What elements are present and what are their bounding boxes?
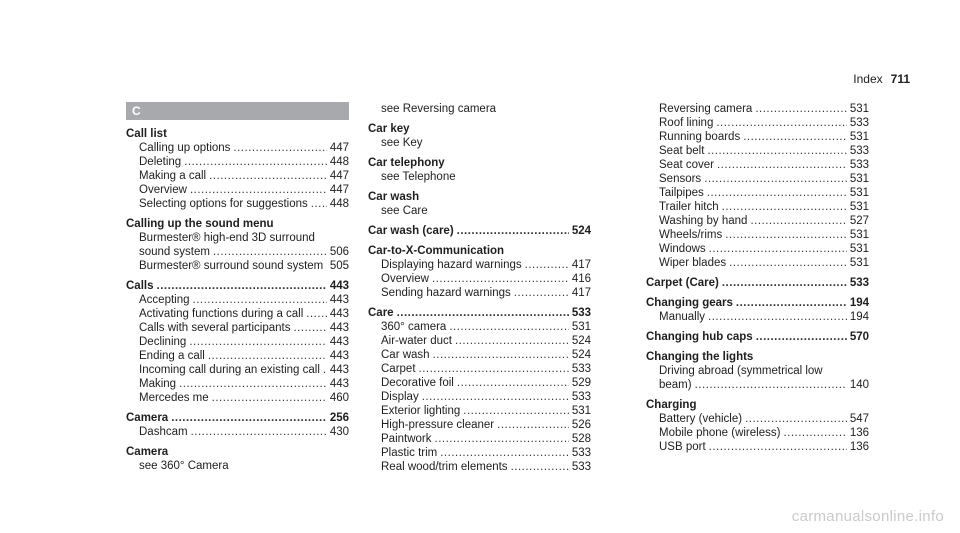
index-subentry: [646, 256, 869, 270]
page-ref: 527: [849, 215, 869, 227]
entry-text: Display: [381, 391, 419, 403]
index-subentry: [126, 183, 349, 197]
index-heading: [126, 411, 349, 425]
dot-leader: [722, 276, 847, 290]
index-subentry: [126, 335, 349, 349]
page-ref: 447: [329, 184, 349, 196]
entry-text: 360° camera: [381, 321, 447, 333]
dot-leader: [736, 296, 847, 310]
index-subentry: [368, 376, 591, 390]
page-ref: 140: [849, 379, 869, 391]
page-ref: 443: [329, 308, 349, 320]
index-subentry: [368, 170, 591, 184]
index-subentry: [126, 459, 349, 473]
index-heading: [368, 224, 591, 238]
entry-text: Selecting options for suggestions: [139, 198, 308, 210]
dot-leader: [704, 172, 847, 186]
entry-text: Trailer hitch: [659, 201, 719, 213]
entry-text: Incoming call during an existing call: [139, 364, 320, 376]
dot-leader: [293, 321, 326, 335]
entry-text: Paintwork: [381, 433, 432, 445]
index-subentry: [368, 272, 591, 286]
dot-leader: [209, 169, 327, 183]
entry-text: Burmester® surround sound system: [139, 260, 324, 272]
dot-leader: [525, 258, 569, 272]
page-ref: 443: [329, 322, 349, 334]
index-subentry: [368, 460, 591, 474]
entry-text: see Key: [381, 137, 423, 149]
entry-text: Accepting: [139, 294, 190, 306]
dot-leader: [455, 334, 569, 348]
page-ref: 443: [329, 364, 349, 376]
page-ref: 533: [849, 159, 869, 171]
page-ref: 417: [571, 259, 591, 271]
page-ref: 533: [571, 307, 591, 319]
index-subentry: [368, 404, 591, 418]
page-ref: 447: [329, 142, 349, 154]
index-subentry: [368, 204, 591, 218]
index-subentry: [126, 391, 349, 405]
page-ref: 533: [571, 447, 591, 459]
entry-text: USB port: [659, 441, 706, 453]
index-label: Index: [853, 72, 883, 86]
dot-leader: [755, 102, 846, 116]
page-ref: 447: [329, 170, 349, 182]
dot-leader: [432, 272, 569, 286]
index-heading: [368, 156, 591, 170]
entry-text: Car-to-X-Communication: [368, 245, 505, 257]
dot-leader: [306, 307, 327, 321]
index-heading: [126, 127, 349, 141]
entry-text: Car telephony: [368, 157, 445, 169]
entry-text: Car wash: [381, 349, 430, 361]
entry-text: Changing the lights: [646, 351, 754, 363]
page-header: [853, 72, 910, 86]
dot-leader: [717, 158, 847, 172]
page-ref: 443: [329, 280, 349, 292]
index-subentry: [368, 348, 591, 362]
entry-text: see Telephone: [381, 171, 456, 183]
index-subentry: [368, 320, 591, 334]
index-subentry: [126, 293, 349, 307]
entry-text: sound system: [139, 246, 210, 258]
dot-leader: [208, 349, 327, 363]
page-ref: 533: [571, 391, 591, 403]
watermark: carmanualsonline.info: [791, 508, 944, 525]
index-subentry: [126, 363, 349, 377]
entry-text: Mobile phone (wireless): [659, 427, 781, 439]
page-ref: 460: [329, 392, 349, 404]
index-subentry: [126, 377, 349, 391]
page-ref: 531: [571, 405, 591, 417]
entry-text: Air-water duct: [381, 335, 452, 347]
index-subentry: [646, 144, 869, 158]
index-subentry: [126, 307, 349, 321]
dot-leader: [457, 376, 569, 390]
dot-leader: [311, 197, 327, 211]
entry-text: Wiper blades: [659, 257, 727, 269]
page-ref: 531: [849, 201, 869, 213]
dot-leader: [709, 440, 847, 454]
index-heading: [368, 244, 591, 258]
page-number: 711: [890, 72, 910, 86]
page-ref: 194: [849, 297, 869, 309]
index-subentry: [368, 334, 591, 348]
entry-text: Declining: [139, 336, 187, 348]
entry-text: see Reversing camera: [381, 103, 497, 115]
index-subentry: [646, 426, 869, 440]
index-column-2: [368, 102, 591, 474]
index-subentry: [126, 259, 349, 273]
entry-text: Mercedes me: [139, 392, 209, 404]
page-ref: 570: [849, 331, 869, 343]
dot-leader: [440, 446, 569, 460]
entry-text: Dashcam: [139, 426, 188, 438]
index-subentry: [646, 130, 869, 144]
index-subentry: [126, 425, 349, 439]
entry-text: Exterior lighting: [381, 405, 461, 417]
page-ref: 506: [329, 246, 349, 258]
entry-text: Plastic trim: [381, 447, 438, 459]
dot-leader: [422, 390, 569, 404]
dot-leader: [722, 200, 847, 214]
index-subentry: [646, 440, 869, 454]
index-subentry: [126, 321, 349, 335]
dot-leader: [179, 377, 327, 391]
page-ref: 531: [849, 131, 869, 143]
index-subentry: [646, 228, 869, 242]
page-ref: 531: [571, 321, 591, 333]
entry-text: Ending a call: [139, 350, 205, 362]
entry-text: Running boards: [659, 131, 741, 143]
entry-text: Carpet: [381, 363, 416, 375]
dot-leader: [708, 310, 847, 324]
index-column-3: [646, 102, 869, 454]
dot-leader: [171, 411, 327, 425]
index-subentry: [126, 155, 349, 169]
entry-text: Seat cover: [659, 159, 714, 171]
dot-leader: [497, 418, 569, 432]
page-ref: 416: [571, 273, 591, 285]
index-heading: [646, 330, 869, 344]
page-ref: 194: [849, 311, 869, 323]
dot-leader: [419, 362, 569, 376]
page-ref: 524: [571, 335, 591, 347]
index-subentry: [126, 231, 349, 245]
entry-text: Carpet (Care): [646, 277, 719, 289]
dot-leader: [213, 245, 327, 259]
dot-leader: [750, 214, 846, 228]
index-heading: [646, 350, 869, 364]
entry-text: beam): [659, 379, 692, 391]
dot-leader: [463, 404, 569, 418]
index-subentry: [368, 258, 591, 272]
entry-text: Overview: [139, 184, 187, 196]
entry-text: Manually: [659, 311, 706, 323]
dot-leader: [783, 426, 846, 440]
page-ref: 256: [329, 412, 349, 424]
page-ref: 533: [849, 117, 869, 129]
page-ref: 443: [329, 294, 349, 306]
dot-leader: [157, 279, 327, 293]
index-subentry: [126, 197, 349, 211]
dot-leader: [184, 155, 327, 169]
entry-text: Calls: [126, 280, 154, 292]
page-ref: 531: [849, 257, 869, 269]
entry-text: Call list: [126, 128, 167, 140]
index-heading: [368, 190, 591, 204]
page-ref: 524: [571, 349, 591, 361]
dot-leader: [449, 320, 568, 334]
page-ref: 136: [849, 427, 869, 439]
dot-leader: [191, 425, 327, 439]
dot-leader: [323, 363, 327, 377]
page-ref: 531: [849, 229, 869, 241]
entry-text: Changing gears: [646, 297, 733, 309]
index-subentry: [646, 102, 869, 116]
entry-text: Sensors: [659, 173, 702, 185]
index-subentry: [646, 412, 869, 426]
index-heading: [368, 122, 591, 136]
page-ref: 526: [571, 419, 591, 431]
index-heading: [646, 276, 869, 290]
entry-text: Care: [368, 307, 394, 319]
page-ref: 547: [849, 413, 869, 425]
dot-leader: [326, 259, 327, 273]
dot-leader: [193, 293, 327, 307]
entry-text: Calling up options: [139, 142, 231, 154]
dot-leader: [707, 186, 847, 200]
dot-leader: [707, 144, 846, 158]
entry-text: Car key: [368, 123, 410, 135]
entry-text: see Care: [381, 205, 428, 217]
index-subentry: [126, 141, 349, 155]
page-ref: 417: [571, 287, 591, 299]
index-subentry: [126, 245, 349, 259]
dot-leader: [233, 141, 326, 155]
dot-leader: [190, 183, 327, 197]
page-ref: 430: [329, 426, 349, 438]
index-subentry: [368, 446, 591, 460]
entry-text: Washing by hand: [659, 215, 748, 227]
entry-text: Deleting: [139, 156, 182, 168]
page-ref: 443: [329, 336, 349, 348]
entry-text: Camera: [126, 446, 169, 458]
page-ref: 448: [329, 198, 349, 210]
dot-leader: [695, 378, 847, 392]
index-subentry: [646, 186, 869, 200]
page-ref: 533: [849, 277, 869, 289]
entry-text: Calls with several participants: [139, 322, 291, 334]
index-subentry: [126, 169, 349, 183]
page-ref: 533: [571, 461, 591, 473]
dot-leader: [729, 256, 847, 270]
entry-text: Displaying hazard warnings: [381, 259, 522, 271]
index-heading: [646, 296, 869, 310]
index-subentry: [646, 172, 869, 186]
entry-text: Making a call: [139, 170, 207, 182]
dot-leader: [725, 228, 847, 242]
dot-leader: [212, 391, 327, 405]
entry-text: Battery (vehicle): [659, 413, 743, 425]
section-letter-header: C: [126, 102, 349, 120]
index-subentry: [368, 432, 591, 446]
index-column-1: [126, 102, 349, 473]
entry-text: Decorative foil: [381, 377, 454, 389]
page-ref: 443: [329, 350, 349, 362]
page-ref: 529: [571, 377, 591, 389]
index-heading: [368, 306, 591, 320]
entry-text: High-pressure cleaner: [381, 419, 495, 431]
page-ref: 533: [571, 363, 591, 375]
dot-leader: [745, 412, 847, 426]
entry-text: Car wash (care): [368, 225, 454, 237]
page-ref: 531: [849, 243, 869, 255]
dot-leader: [756, 330, 847, 344]
index-subentry: [126, 349, 349, 363]
entry-text: Driving abroad (symmetrical low: [659, 365, 823, 377]
dot-leader: [457, 224, 569, 238]
dot-leader: [709, 242, 847, 256]
entry-text: Seat belt: [659, 145, 705, 157]
entry-text: Overview: [381, 273, 429, 285]
entry-text: Camera: [126, 412, 169, 424]
entry-text: Tailpipes: [659, 187, 704, 199]
index-heading: [126, 445, 349, 459]
dot-leader: [511, 460, 569, 474]
index-subentry: [646, 158, 869, 172]
index-subentry: [368, 390, 591, 404]
index-subentry: [646, 378, 869, 392]
index-subentry: [646, 242, 869, 256]
dot-leader: [716, 116, 846, 130]
index-heading: [126, 279, 349, 293]
page-ref: 136: [849, 441, 869, 453]
page-ref: 524: [571, 225, 591, 237]
page-ref: 531: [849, 103, 869, 115]
entry-text: Sending hazard warnings: [381, 287, 511, 299]
index-subentry: [646, 310, 869, 324]
index-subentry: [368, 418, 591, 432]
index-subentry: [368, 362, 591, 376]
index-subentry: [646, 116, 869, 130]
entry-text: Making: [139, 378, 177, 390]
page-ref: 531: [849, 187, 869, 199]
index-subentry: [368, 136, 591, 150]
dot-leader: [514, 286, 569, 300]
entry-text: Charging: [646, 399, 697, 411]
dot-leader: [743, 130, 847, 144]
entry-text: Windows: [659, 243, 706, 255]
index-subentry: [646, 364, 869, 378]
page-ref: 443: [329, 378, 349, 390]
entry-text: Changing hub caps: [646, 331, 753, 343]
dot-leader: [435, 432, 569, 446]
dot-leader: [189, 335, 327, 349]
dot-leader: [397, 306, 569, 320]
page-ref: 505: [329, 260, 349, 272]
entry-text: Burmester® high-end 3D surround: [139, 232, 315, 244]
dot-leader: [433, 348, 569, 362]
entry-text: Reversing camera: [659, 103, 753, 115]
page-ref: 448: [329, 156, 349, 168]
entry-text: see 360° Camera: [139, 460, 229, 472]
index-heading: [646, 398, 869, 412]
entry-text: Real wood/trim elements: [381, 461, 508, 473]
index-subentry: [646, 214, 869, 228]
entry-text: Roof lining: [659, 117, 714, 129]
page-ref: 528: [571, 433, 591, 445]
entry-text: Activating functions during a call: [139, 308, 304, 320]
page-ref: 533: [849, 145, 869, 157]
index-subentry: [646, 200, 869, 214]
index-heading: [126, 217, 349, 231]
entry-text: Car wash: [368, 191, 420, 203]
page-ref: 531: [849, 173, 869, 185]
entry-text: Wheels/rims: [659, 229, 723, 241]
index-subentry: [368, 286, 591, 300]
entry-text: Calling up the sound menu: [126, 218, 274, 230]
index-subentry: [368, 102, 591, 116]
